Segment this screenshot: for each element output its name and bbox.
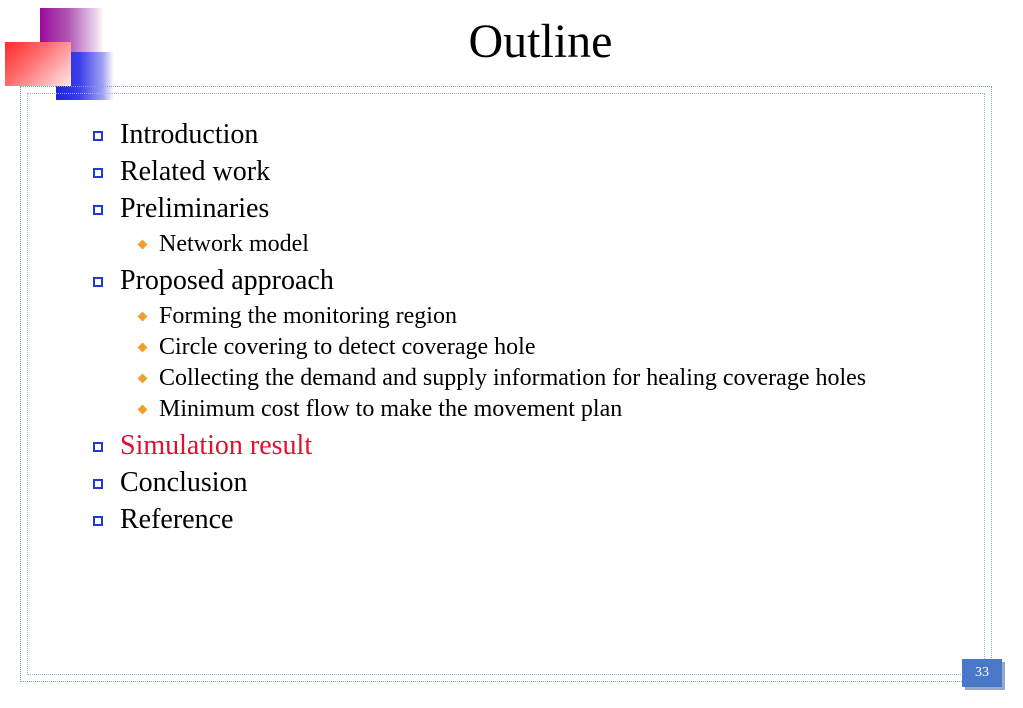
outline-item-label: Simulation result — [120, 430, 313, 461]
outline-subitem-label: Collecting the demand and supply information for healing coverage holes — [159, 365, 867, 391]
outline-item — [91, 116, 871, 153]
outline-item — [91, 427, 871, 464]
page-number-badge: 33 — [962, 659, 1002, 687]
outline-item-row — [91, 190, 871, 227]
square-bullet-icon — [93, 168, 103, 178]
outline-item — [91, 153, 871, 190]
outline-item-label: Conclusion — [120, 467, 248, 498]
outline-item-label: Reference — [120, 504, 234, 535]
outline-subitem-label: Minimum cost flow to make the movement plan — [159, 396, 623, 422]
outline-subitem — [91, 302, 871, 330]
outline-item-row — [91, 262, 871, 299]
diamond-bullet-icon — [138, 312, 148, 322]
outline-subitem — [91, 230, 871, 258]
diamond-bullet-icon — [138, 240, 148, 250]
outline-subitem — [91, 395, 871, 423]
diamond-bullet-icon — [138, 405, 148, 415]
slide-title: Outline — [468, 15, 613, 68]
outline-subitem-label: Circle covering to detect coverage hole — [159, 334, 536, 360]
square-bullet-icon — [93, 277, 103, 287]
outline-item — [91, 464, 871, 501]
outline-list — [91, 116, 871, 538]
square-bullet-icon — [93, 131, 103, 141]
outline-subitem-label: Forming the monitoring region — [159, 303, 457, 329]
outline-subitem — [91, 333, 871, 361]
outline-subitem-group — [91, 230, 871, 258]
outline-item — [91, 262, 871, 423]
outline-item-row — [91, 153, 871, 190]
outline-item-row — [91, 427, 871, 464]
outline-subitem-label: Network model — [159, 231, 309, 257]
outline-item-row — [91, 501, 871, 538]
square-bullet-icon — [93, 205, 103, 215]
outline-item-row — [91, 116, 871, 153]
square-bullet-icon — [93, 516, 103, 526]
square-bullet-icon — [93, 442, 103, 452]
outline-item — [91, 190, 871, 258]
outline-item — [91, 501, 871, 538]
outline-item-label: Preliminaries — [120, 193, 270, 224]
outline-subitem — [91, 364, 871, 392]
diamond-bullet-icon — [138, 343, 148, 353]
outline-item-label: Proposed approach — [120, 265, 334, 296]
square-bullet-icon — [93, 479, 103, 489]
diamond-bullet-icon — [138, 374, 148, 384]
outline-item-label: Related work — [120, 156, 271, 187]
outline-item-row — [91, 464, 871, 501]
outline-subitem-group — [91, 302, 871, 423]
outline-item-label: Introduction — [120, 119, 259, 150]
